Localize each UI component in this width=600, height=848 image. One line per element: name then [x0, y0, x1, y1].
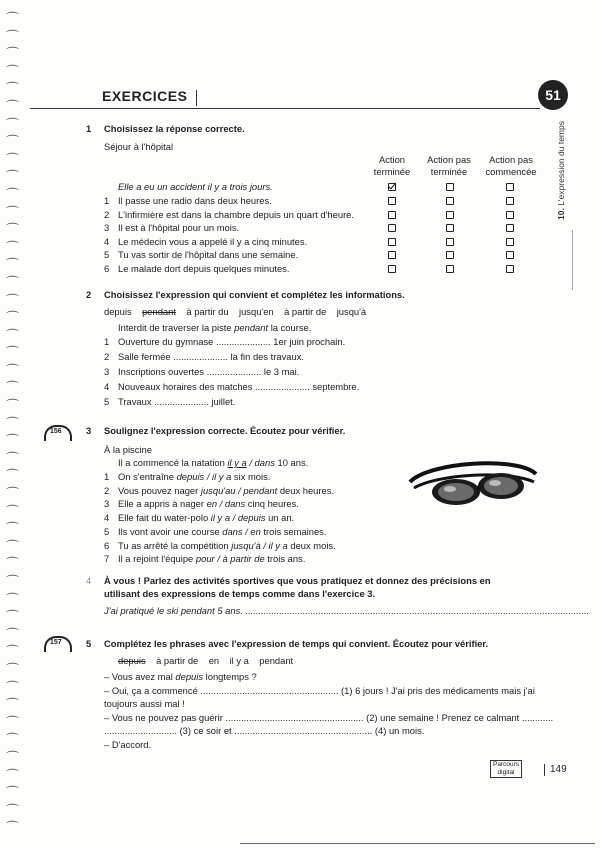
ex5-word-1: depuis: [118, 655, 146, 666]
ex1-item-checkbox-1[interactable]: [388, 251, 396, 259]
ex1-col2-line1: Action pas: [427, 154, 471, 165]
ex1-item-text: L'infirmière est dans la chambre depuis un quart d'heure.: [118, 208, 355, 220]
ex3-item-options[interactable]: dans / en: [222, 525, 261, 537]
ex2-item-number: 1: [104, 336, 110, 347]
ex2-item-text: Inscriptions ouvertes ..................... le 3 mai.: [118, 366, 300, 377]
ex3-example-opt: il y a: [227, 457, 247, 468]
ex2-instruction: Choisissez l'expression qui convient et complétez les informations.: [104, 289, 405, 300]
ex1-col3-header: [480, 154, 542, 178]
ex2-number: 2: [86, 289, 92, 300]
ex3-item-number: 3: [104, 498, 110, 510]
ex1-example: Elle a eu un accident il y a trois jours.: [118, 181, 273, 192]
audio-icon-157[interactable]: [44, 636, 70, 652]
ex3-subtitle: À la piscine: [104, 444, 152, 455]
ex2-item-number: 3: [104, 366, 110, 377]
ex5-dialogue-line: [104, 685, 535, 697]
ex1-item-text: Le médecin vous a appelé il y a cinq minutes.: [118, 235, 308, 247]
ex3-example: [118, 457, 308, 469]
ex3-example-pre: Il a commencé la natation: [118, 457, 228, 468]
ex3-item-options[interactable]: jusqu'au / pendant: [200, 484, 278, 496]
ex3-item-pre: Tu as arrêté la compétition: [118, 539, 232, 551]
ex2-item-text: Travaux ..................... juillet.: [118, 396, 236, 407]
ex1-item-checkbox-3[interactable]: [506, 197, 514, 205]
ex1-item-number: 4: [104, 235, 110, 247]
ex3-item-number: 4: [104, 512, 110, 524]
ex1-item-checkbox-1[interactable]: [388, 224, 396, 232]
ex1-col3-line1: Action pas: [489, 154, 533, 165]
ex1-col1-line2: terminée: [373, 166, 411, 177]
ex3-item-pre: On s'entraîne: [118, 471, 177, 482]
ex1-item-checkbox-2[interactable]: [446, 197, 454, 205]
ex1-col2-header: [420, 154, 478, 178]
ex5-instruction: Complétez les phrases avec l'expression de temps qui convient. Écoutez pour vérifier.: [104, 638, 489, 649]
ex5-word-4: il y a: [229, 655, 249, 666]
ex1-item-checkbox-1[interactable]: [388, 238, 396, 246]
ex3-item-post: trois semaines.: [260, 525, 327, 537]
ex1-item-checkbox-2[interactable]: [446, 265, 454, 273]
ex3-item-options[interactable]: il y a / depuis: [210, 512, 266, 524]
ex1-col2-line2: terminée: [430, 166, 468, 177]
ex3-item-text: [118, 526, 326, 538]
ex3-item-text: [118, 540, 336, 552]
ex1-example-checkbox-1[interactable]: [388, 183, 396, 191]
ex3-item-post: trois ans.: [264, 553, 306, 565]
ex3-item-post: deux mois.: [287, 539, 336, 551]
ex1-item-text: Le malade dort depuis quelques minutes.: [118, 262, 290, 274]
ex4-example: J'ai pratiqué le ski pendant 5 ans. ....................................................................................................................................: [104, 605, 590, 616]
ex3-example-sep: /: [246, 457, 255, 468]
ex3-item-options[interactable]: depuis / il y a: [176, 471, 232, 482]
ex5-dialogue-line: [104, 725, 424, 737]
spiral-binding: ⌒ ⌒ ⌒ ⌒ ⌒ ⌒ ⌒ ⌒ ⌒ ⌒ ⌒ ⌒ ⌒ ⌒ ⌒ ⌒ ⌒ ⌒ ⌒ ⌒ ⌒ ⌒ ⌒ ⌒ ⌒ ⌒ ⌒ ⌒ ⌒ ⌒ ⌒ ⌒ ⌒ ⌒ ⌒ ⌒ ⌒ ⌒ ⌒ ⌒ ⌒ ⌒ ⌒ ⌒ ⌒ ⌒ ⌒: [6, 11, 20, 836]
ex5-word-2: à partir de: [156, 655, 199, 666]
ex4-instruction-line2: utilisant des expressions de temps comme dans l'exercice 3.: [104, 588, 376, 599]
audio-track-157: 157: [50, 639, 62, 646]
ex1-instruction: Choisissez la réponse correcte.: [104, 123, 245, 134]
ex3-item-number: 6: [104, 539, 110, 551]
ex1-item-number: 5: [104, 249, 110, 260]
ex3-item-pre: Elle fait du water-polo: [118, 512, 211, 524]
ex2-example-post: la course.: [268, 322, 312, 333]
ex1-item-checkbox-1[interactable]: [388, 197, 396, 205]
parcours-digital-logo[interactable]: [490, 760, 522, 778]
header-rule: [30, 108, 540, 109]
ex3-item-number: 2: [104, 484, 110, 496]
ex5-line-pre: toujours aussi mal !: [104, 698, 185, 710]
ex1-item-checkbox-1[interactable]: [388, 211, 396, 219]
ex1-item-number: 1: [104, 195, 110, 206]
ex3-item-text: [118, 471, 270, 483]
ex1-item-checkbox-2[interactable]: [446, 238, 454, 246]
ex3-instruction: Soulignez l'expression correcte. Écoutez pour vérifier.: [104, 425, 346, 436]
ex3-item-text: [118, 553, 305, 565]
ex2-example-word: pendant: [234, 322, 269, 333]
ex1-item-checkbox-2[interactable]: [446, 251, 454, 259]
ex1-col1-header: [372, 154, 412, 178]
side-label-text: L'expression du temps: [556, 121, 566, 206]
page-number: 149: [550, 764, 567, 775]
ex1-col3-line2: commencée: [485, 166, 537, 177]
ex2-item-number: 2: [104, 351, 110, 362]
ex3-item-text: [118, 512, 294, 524]
ex3-item-post: deux heures.: [277, 484, 335, 496]
ex1-example-checkbox-2[interactable]: [446, 183, 454, 191]
ex5-line-italic: depuis: [175, 671, 204, 682]
ex1-item-number: 3: [104, 222, 110, 233]
ex2-example-pre: Interdit de traverser la piste: [118, 322, 235, 333]
page-badge: 51: [538, 80, 568, 110]
ex5-word-3: en: [208, 655, 220, 666]
ex2-word-6: jusqu'à: [336, 306, 367, 317]
ex2-word-5: à partir de: [284, 306, 327, 317]
ex3-item-number: 7: [104, 553, 110, 565]
ex3-item-post: six mois.: [231, 471, 271, 482]
ex5-number: 5: [86, 638, 92, 649]
ex3-item-text: [118, 485, 334, 497]
ex5-line-pre: – Vous ne pouvez pas guérir ..................................................... (2) une semaine ! Prenez ce calmant ............: [104, 711, 554, 723]
ex3-number: 3: [86, 425, 92, 436]
ex4-instruction-line1: À vous ! Parlez des activités sportives que vous pratiquez et donnez des précisions en: [104, 575, 491, 586]
ex5-line-pre: – D'accord.: [104, 739, 152, 750]
ex3-item-post: cinq heures.: [245, 498, 299, 510]
ex3-item-pre: Ils vont avoir une course: [118, 525, 223, 537]
ex1-item-checkbox-3[interactable]: [506, 224, 514, 232]
ex5-line-pre: – Oui, ça a commencé ..................................................... (1) 6 jours ! J'ai pris des médicaments mais j'ai: [104, 684, 535, 696]
ex1-item-number: 2: [104, 208, 110, 220]
ex1-item-text: Il est à l'hôpital pour un mois.: [118, 222, 240, 233]
ex3-example-post: 10 ans.: [274, 457, 309, 468]
ex3-item-post: un an.: [265, 512, 295, 524]
ex2-item-text: Ouverture du gymnase ..................... 1er juin prochain.: [118, 336, 346, 347]
ex2-example: [118, 322, 311, 334]
ex3-item-text: [118, 498, 299, 510]
side-label-num: 10.: [556, 208, 566, 220]
ex1-item-number: 6: [104, 262, 110, 274]
ex5-word-5: pendant: [259, 655, 294, 666]
ex3-item-options[interactable]: jusqu'à / il y a: [231, 539, 288, 551]
ex5-dialogue-line: [104, 698, 185, 710]
ex2-word-4: jusqu'en: [239, 306, 274, 317]
ex2-word-bank: [104, 306, 366, 318]
ex3-item-options[interactable]: pour / à partir de: [195, 553, 265, 565]
audio-track-156: 156: [50, 428, 62, 435]
ex2-word-3: à partir du: [186, 306, 229, 317]
section-header: [30, 86, 540, 110]
ex1-item-checkbox-2[interactable]: [446, 211, 454, 219]
ex1-item-checkbox-3[interactable]: [506, 211, 514, 219]
ex1-item-checkbox-3[interactable]: [506, 238, 514, 246]
bottom-rule: [240, 843, 595, 844]
ex5-dialogue-line: [104, 712, 553, 724]
ex2-item-number: 5: [104, 396, 110, 407]
ex5-line-pre: – Vous avez mal: [104, 671, 176, 682]
digital-label: digital: [497, 769, 515, 776]
ex3-item-pre: Elle a appris à nager: [118, 498, 207, 510]
ex3-item-pre: Vous pouvez nager: [118, 484, 201, 496]
ex3-item-options[interactable]: en / dans: [206, 498, 246, 510]
ex5-word-bank: [118, 655, 293, 667]
ex1-subtitle: Séjour à l'hôpital: [104, 141, 174, 152]
audio-icon-156[interactable]: [44, 425, 70, 441]
ex5-dialogue-line: [104, 739, 151, 751]
ex1-item-checkbox-3[interactable]: [506, 265, 514, 273]
ex2-item-number: 4: [104, 381, 110, 392]
ex3-example-alt: dans: [254, 457, 275, 468]
ex1-example-checkbox-3[interactable]: [506, 183, 514, 191]
ex5-dialogue-line: [104, 671, 257, 683]
ex5-line-post: longtemps ?: [203, 671, 257, 682]
ex4-number: 4: [86, 575, 92, 586]
ex3-item-number: 5: [104, 525, 110, 537]
ex2-item-text: Salle fermée ..................... la fin des travaux.: [118, 351, 305, 362]
ex1-item-text: Tu vas sortir de l'hôpital dans une semaine.: [118, 249, 299, 260]
ex2-item-text: Nouveaux horaires des matches ..................... septembre.: [118, 381, 360, 392]
ex1-item-text: Il passe une radio dans deux heures.: [118, 195, 272, 206]
ex3-item-number: 1: [104, 471, 110, 482]
side-label: [556, 120, 570, 220]
ex2-word-2: pendant: [142, 306, 176, 317]
ex5-line-pre: ............................ (3) ce soir et ..................................................... (4) un mois.: [104, 725, 425, 737]
ex1-item-checkbox-2[interactable]: [446, 224, 454, 232]
ex1-item-checkbox-1[interactable]: [388, 265, 396, 273]
swim-goggles-image: [408, 452, 538, 512]
ex1-item-checkbox-3[interactable]: [506, 251, 514, 259]
ex3-item-pre: Il a rejoint l'équipe: [118, 553, 196, 565]
parcours-label: Parcours: [493, 761, 520, 768]
side-rule: [572, 230, 573, 290]
ex1-col1-line1: Action: [378, 154, 406, 165]
section-title: EXERCICES: [102, 88, 188, 104]
ex1-number: 1: [86, 123, 92, 134]
ex2-word-1: depuis: [104, 306, 132, 317]
